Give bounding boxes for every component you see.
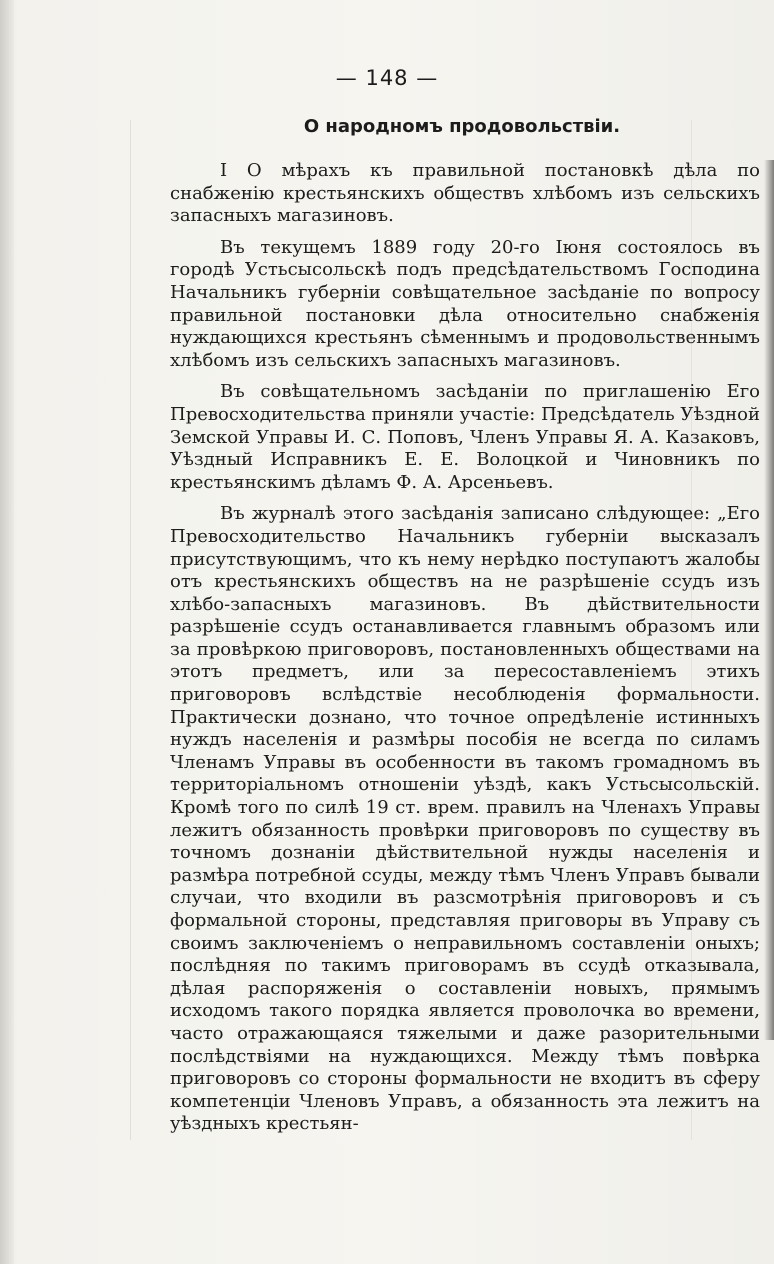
page-left-edge	[0, 0, 14, 1264]
page-right-shadow	[764, 160, 774, 1040]
paragraph-3: Въ совѣщательномъ засѣданіи по приглашенію Его Превосходительства приняли участіе: Предсѣдатель Уѣздной Земской Управы И. С. Поповъ, Членъ Управы Я. А. Казаковъ, Уѣздный Исправникъ Е. Е. Волоцкой и Чиновникъ по крестьянскимъ дѣламъ Ф. А. Арсеньевъ.	[170, 381, 760, 493]
paragraph-2: Въ текущемъ 1889 году 20-го Іюня состоялось въ городѣ Устьсысольскѣ подъ предсѣдательствомъ Господина Начальникъ губерніи совѣщательное засѣданіе по вопросу правильной постановки дѣла относительно снабженія нуждающихся крестьянъ сѣменнымъ и продовольственнымъ хлѣбомъ изъ сельскихъ запасныхъ магазиновъ.	[170, 236, 760, 371]
page-number: — 148 —	[335, 66, 439, 90]
page-title: О народномъ продовольствіи.	[303, 116, 621, 137]
body-text	[170, 160, 760, 1136]
paragraph-4: Въ журналѣ этого засѣданія записано слѣдующее: „Его Превосходительство Начальникъ губерніи высказалъ присутствующимъ, что къ нему нерѣдко поступаютъ жалобы отъ крестьянскихъ обществъ на не разрѣшеніе ссудъ изъ хлѣбо-запасныхъ магазиновъ. Въ дѣйствительности разрѣшеніе ссудъ останавливается главнымъ образомъ или за провѣркою приговоровъ, постановленныхъ обществами на этотъ предметъ, или за пересоставленіемъ этихъ приговоровъ вслѣдствіе несоблюденія формальности. Практически дознано, что точное опредѣленіе истинныхъ нуждъ населенія и размѣры пособія не всегда по силамъ Членамъ Управы въ особенности въ такомъ громадномъ въ территоріальномъ отношеніи уѣздѣ, какъ Устьсысольскій. Кромѣ того по силѣ 19 ст. врем. правилъ на Членахъ Управы лежитъ обязанность провѣрки приговоровъ по существу въ точномъ дознаніи дѣйствительной нужды населенія и размѣра потребной ссуды, между тѣмъ Членъ Управъ бывали случаи, что входили въ разсмотрѣнія приговоровъ и съ формальной стороны, представляя приговоры въ Управу съ своимъ заключеніемъ о неправильномъ составленіи оныхъ; послѣдняя по такимъ приговорамъ въ ссудѣ отказывала, дѣлая распоряженія о составленіи новыхъ, прямымъ исходомъ такого порядка является проволочка во времени, часто отражающаяся тяжелыми и даже разорительными послѣдствіями на нуждающихся. Между тѣмъ повѣрка приговоровъ со стороны формальности не входитъ въ сферу компетенціи Членовъ Управъ, а обязанность эта лежитъ на уѣздныхъ крестьян-	[170, 503, 760, 1135]
paragraph-1: I О мѣрахъ къ правильной постановкѣ дѣла по снабженію крестьянскихъ обществъ хлѣбомъ изъ сельскихъ запасныхъ магазиновъ.	[170, 160, 760, 227]
